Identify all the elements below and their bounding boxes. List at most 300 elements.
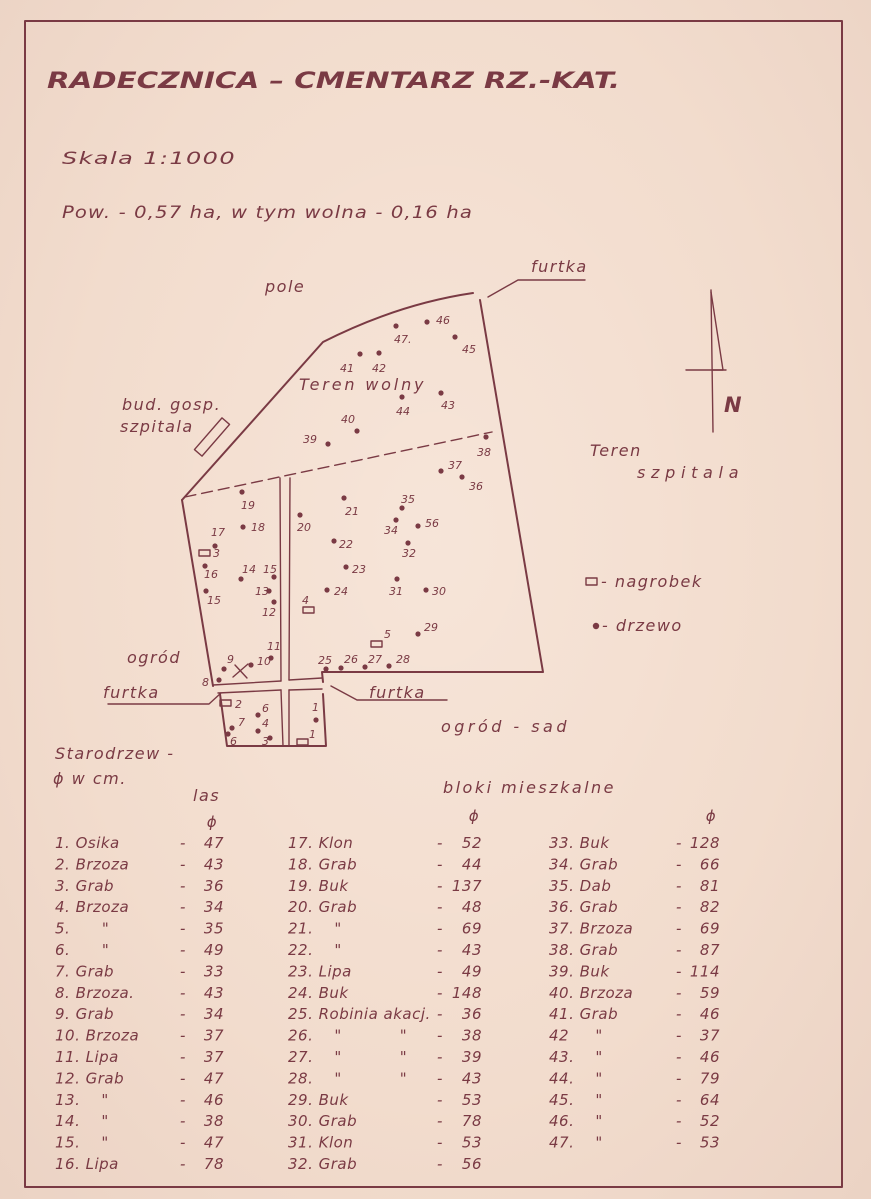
tree-dot-icon — [452, 334, 457, 339]
inventory-row-separator: - — [180, 855, 186, 874]
inventory-row-diameter: 128 — [689, 834, 720, 852]
inventory-row-separator: - — [676, 1090, 682, 1109]
marker-number: 56 — [425, 517, 439, 530]
map-marker — [297, 728, 316, 745]
inventory-row-diameter: 48 — [461, 898, 482, 917]
inventory-row-diameter: 46 — [203, 1090, 224, 1109]
tree-dot-icon — [399, 505, 404, 510]
inventory-row-species: 10. Brzoza — [55, 1026, 140, 1045]
inventory-row-diameter: 81 — [699, 876, 720, 895]
inventory-row-species: 35. Dab — [549, 876, 612, 895]
map-marker — [221, 653, 234, 672]
tree-dot-icon — [341, 495, 346, 500]
inventory-row-diameter: 43 — [461, 941, 482, 959]
tree-dot-icon — [357, 351, 362, 356]
field-label: pole — [265, 277, 306, 296]
inventory-row-species: 5. " — [55, 919, 110, 938]
inventory-row-diameter: 52 — [699, 1112, 720, 1131]
inventory-row — [288, 1027, 482, 1045]
building-label-line2: szpitala — [120, 417, 194, 436]
inventory-row — [55, 1048, 224, 1066]
orchard-label: ogród - sad — [441, 717, 568, 736]
tree-dot-icon — [203, 588, 208, 593]
inventory-row-separator: - — [437, 1090, 443, 1109]
map-marker — [302, 594, 314, 613]
inventory-row-species: 25. Robinia akacj. — [288, 1005, 431, 1024]
tree-dot-icon — [324, 587, 329, 592]
map-marker — [202, 563, 218, 581]
marker-number: 1 — [312, 701, 319, 714]
map-marker — [255, 585, 272, 598]
map-marker — [203, 588, 221, 607]
tree-dot-icon — [362, 664, 367, 669]
inventory-row-separator: - — [676, 1048, 682, 1066]
inventory-heading-line2: ϕ w cm. — [53, 769, 127, 788]
map-marker — [238, 563, 256, 582]
inventory-row — [288, 962, 482, 980]
gate-top-label: furtka — [531, 257, 588, 276]
tree-dot-icon — [216, 677, 221, 682]
marker-number: 27 — [368, 653, 382, 666]
map-marker — [248, 655, 271, 668]
grave-rect-icon — [303, 607, 314, 613]
inventory-row — [288, 1155, 482, 1173]
marker-number: 31 — [389, 585, 403, 598]
marker-number: 32 — [402, 547, 416, 560]
tree-dot-icon — [239, 489, 244, 494]
inventory-row-species: 43. " — [549, 1048, 603, 1066]
inventory-row-species: 30. Grab — [288, 1112, 358, 1131]
inventory-row — [55, 1091, 224, 1109]
inventory-row-species: 33. Buk — [549, 834, 610, 852]
tree-dot-icon — [255, 728, 260, 733]
inventory-row-diameter: 137 — [451, 876, 482, 895]
tree-dot-icon — [438, 468, 443, 473]
marker-number: 45 — [462, 343, 476, 356]
map-marker — [415, 621, 438, 637]
inventory-row-separator: - — [180, 941, 186, 959]
tree-dot-icon — [424, 319, 429, 324]
free-area-label: Teren wolny — [299, 375, 425, 394]
map-marker — [424, 314, 450, 327]
tree-legend-icon — [593, 623, 599, 629]
inventory-row — [549, 1091, 720, 1109]
inventory-row — [288, 834, 482, 852]
marker-number: 15 — [263, 563, 277, 576]
marker-number: 34 — [384, 524, 398, 537]
inventory-row — [55, 1155, 224, 1173]
inventory-row-species: 32. Grab — [288, 1155, 358, 1173]
inventory-row-species: 1. Osika — [55, 834, 120, 852]
inventory-row — [549, 1112, 720, 1130]
inventory-row-species: 22. " — [288, 941, 342, 959]
inventory-row-species: 31. Klon — [288, 1133, 354, 1152]
map-legend — [586, 572, 703, 635]
map-marker — [341, 413, 360, 434]
inventory-row-diameter: 64 — [699, 1090, 720, 1109]
inventory-row — [55, 984, 224, 1002]
marker-number: 37 — [448, 459, 462, 472]
inventory-row-separator: - — [180, 1069, 186, 1088]
inventory-row-species: 23. Lipa — [288, 962, 352, 981]
map-marker — [389, 576, 403, 598]
housing-blocks-label: bloki mieszkalne — [443, 778, 615, 797]
tree-dot-icon — [399, 394, 404, 399]
inventory-row-species: 18. Grab — [288, 855, 358, 874]
tree-dot-icon — [405, 540, 410, 545]
inventory-row-species: 28. " " — [288, 1069, 408, 1088]
inventory-row-species: 42 " — [549, 1026, 603, 1045]
marker-number: 23 — [352, 563, 366, 576]
marker-number: 8 — [202, 676, 209, 689]
garden-label: ogród — [127, 648, 181, 667]
inventory-row — [55, 877, 224, 895]
marker-number: 20 — [297, 521, 311, 534]
free-area-divider — [185, 432, 492, 497]
marker-number: 35 — [401, 493, 415, 506]
inventory-row-species: 37. Brzoza — [549, 919, 634, 938]
inventory-row — [288, 855, 482, 873]
tree-dot-icon — [331, 538, 336, 543]
tree-dot-icon — [229, 725, 234, 730]
inventory-row-separator: - — [676, 1133, 682, 1152]
inventory-row-diameter: 37 — [203, 1026, 224, 1045]
inventory-row-separator: - — [180, 1133, 186, 1152]
inventory-row-diameter: 34 — [203, 898, 224, 917]
map-marker — [297, 512, 311, 534]
tree-dot-icon — [393, 517, 398, 522]
map-marker — [362, 653, 382, 670]
inventory-row-separator: - — [180, 1155, 186, 1173]
diameter-header-col2: ϕ — [468, 807, 480, 825]
inventory-row-diameter: 49 — [203, 941, 224, 959]
inventory-row-separator: - — [437, 876, 443, 895]
inventory-row-diameter: 46 — [699, 1048, 720, 1066]
inventory-row-species: 4. Brzoza — [55, 898, 130, 917]
inventory-row-species: 8. Brzoza. — [55, 983, 135, 1002]
inventory-row-species: 12. Grab — [55, 1069, 125, 1088]
inventory-row — [288, 1091, 482, 1109]
tree-dot-icon — [459, 474, 464, 479]
gate-top-pointer — [488, 280, 585, 297]
marker-number: 4 — [262, 717, 269, 730]
inventory-row — [55, 962, 224, 980]
inventory-row-separator: - — [676, 1005, 682, 1024]
inventory-row-separator: - — [437, 855, 443, 874]
inventory-row-separator: - — [437, 919, 443, 938]
inventory-row-species: 34. Grab — [549, 855, 619, 874]
hospital-label-line2: szpitala — [637, 463, 740, 482]
inventory-row-separator: - — [437, 1155, 443, 1173]
inventory-heading-line1: Starodrzew - — [55, 744, 175, 763]
inventory-row — [55, 855, 224, 873]
tree-dot-icon — [415, 631, 420, 636]
inventory-row — [288, 984, 482, 1002]
inventory-row-species: 7. Grab — [55, 962, 115, 981]
inventory-row-species: 11. Lipa — [55, 1048, 119, 1066]
inventory-row-separator: - — [437, 962, 443, 981]
inventory-row-diameter: 66 — [699, 855, 720, 874]
tree-dot-icon — [394, 576, 399, 581]
inventory-row-species: 17. Klon — [288, 834, 354, 852]
inventory-row-species: 44. " — [549, 1069, 603, 1088]
inventory-row-species: 46. " — [549, 1112, 603, 1131]
inventory-row-species: 13. " — [55, 1090, 109, 1109]
map-marker — [386, 653, 410, 669]
tree-dot-icon — [354, 428, 359, 433]
grave-rect-icon — [199, 550, 210, 556]
marker-number: 15 — [207, 594, 221, 607]
inventory-row-diameter: 69 — [699, 919, 720, 938]
marker-number: 3 — [213, 547, 220, 560]
inventory-row-separator: - — [676, 1112, 682, 1131]
inventory-row-diameter: 47 — [203, 1069, 224, 1088]
map-marker — [393, 323, 411, 346]
gate-left-label: furtka — [103, 683, 160, 702]
tree-dot-icon — [423, 587, 428, 592]
tree-dot-icon — [238, 576, 243, 581]
marker-number: 28 — [396, 653, 410, 666]
inventory-row-diameter: 34 — [203, 1005, 224, 1024]
inventory-row-species: 39. Buk — [549, 962, 610, 981]
inventory-row-diameter: 148 — [451, 983, 482, 1002]
marker-number: 17 — [211, 526, 225, 539]
map-marker — [303, 433, 331, 447]
map-marker — [438, 390, 455, 412]
inventory-row — [55, 920, 224, 938]
inventory-row-separator: - — [180, 1005, 186, 1024]
inventory-row — [288, 941, 482, 959]
map-marker — [220, 698, 242, 711]
grave-rect-icon — [297, 739, 308, 745]
inventory-row-diameter: 87 — [699, 941, 720, 959]
inventory-row-diameter: 46 — [699, 1005, 720, 1024]
inventory-row — [288, 877, 482, 895]
forest-label: las — [193, 786, 221, 805]
marker-number: 9 — [227, 653, 234, 666]
marker-number: 47. — [394, 333, 412, 346]
map-marker — [343, 563, 366, 576]
inventory-row-species: 26. " " — [288, 1026, 408, 1045]
map-marker — [423, 585, 446, 598]
tree-dot-icon — [343, 564, 348, 569]
inventory-row — [288, 1112, 482, 1130]
inventory-row — [288, 1048, 482, 1066]
north-label: N — [724, 393, 742, 417]
inventory-row-separator: - — [180, 1048, 186, 1066]
inventory-row-separator: - — [180, 898, 186, 917]
marker-number: 1 — [309, 728, 316, 741]
tree-dot-icon — [376, 350, 381, 355]
map-marker — [452, 334, 476, 356]
inventory-row-separator: - — [676, 855, 682, 874]
map-marker — [331, 538, 353, 551]
cross-mark-icon — [233, 664, 248, 678]
inventory-row — [549, 1005, 720, 1023]
map-marker — [211, 526, 225, 549]
tree-dot-icon — [325, 441, 330, 446]
marker-number: 14 — [242, 563, 256, 576]
map-marker — [240, 521, 265, 534]
map-marker — [399, 493, 415, 511]
marker-number: 41 — [340, 362, 354, 375]
inventory-row-diameter: 38 — [203, 1112, 224, 1131]
map-marker — [255, 717, 269, 734]
map-marker — [402, 540, 416, 560]
tree-dot-icon — [323, 666, 328, 671]
inventory-row-separator: - — [180, 876, 186, 895]
marker-number: 11 — [267, 640, 281, 653]
inventory-row — [288, 898, 482, 916]
tree-dot-icon — [271, 599, 276, 604]
inventory-row-species: 20. Grab — [288, 898, 358, 917]
inventory-row-diameter: 56 — [461, 1155, 482, 1173]
inventory-row-separator: - — [676, 941, 682, 959]
inventory-row — [549, 1027, 720, 1045]
map-marker — [371, 628, 391, 647]
marker-number: 40 — [341, 413, 355, 426]
map-marker — [340, 351, 363, 375]
marker-number: 44 — [396, 405, 410, 418]
marker-number: 6 — [230, 735, 237, 748]
map-marker — [239, 489, 255, 512]
marker-number: 42 — [372, 362, 386, 375]
inventory-row-diameter: 78 — [461, 1112, 482, 1131]
inventory-row-species: 15. " — [55, 1133, 109, 1152]
inventory-row-diameter: 59 — [699, 983, 720, 1002]
inventory-row-separator: - — [437, 1069, 443, 1088]
inventory-row — [55, 1112, 224, 1130]
inventory-row — [549, 898, 720, 916]
inventory-row — [55, 1069, 224, 1087]
inventory-row-separator: - — [180, 919, 186, 938]
marker-number: 5 — [384, 628, 391, 641]
marker-number: 7 — [238, 716, 245, 729]
inventory-row-diameter: 35 — [203, 919, 224, 938]
marker-number: 46 — [436, 314, 450, 327]
marker-number: 13 — [255, 585, 269, 598]
marker-number: 4 — [302, 594, 309, 607]
inventory-row-separator: - — [180, 1026, 186, 1045]
inventory-row — [55, 1027, 224, 1045]
map-marker — [262, 599, 277, 619]
inventory-row — [288, 920, 482, 938]
north-arrow-icon — [686, 290, 726, 432]
inventory-row-separator: - — [437, 1026, 443, 1045]
map-marker — [459, 474, 483, 493]
inventory-row-diameter: 53 — [699, 1133, 720, 1152]
inventory-row-diameter: 44 — [461, 855, 482, 874]
inventory-row-species: 16. Lipa — [55, 1155, 119, 1173]
area-note: Pow. - 0,57 ha, w tym wolna - 0,16 ha — [62, 203, 473, 223]
inventory-row-species: 3. Grab — [55, 876, 115, 895]
inventory-row-separator: - — [437, 941, 443, 959]
inventory-row — [549, 877, 720, 895]
marker-number: 43 — [441, 399, 455, 412]
tree-dot-icon — [338, 665, 343, 670]
farm-building-icon — [194, 418, 229, 456]
map-marker — [384, 517, 399, 537]
inventory-row — [549, 920, 720, 938]
scale-note: Skala 1:1000 — [62, 149, 236, 169]
inventory-row — [55, 898, 224, 916]
gate-right-label: furtka — [369, 683, 426, 702]
marker-number: 36 — [469, 480, 483, 493]
inventory-row-diameter: 82 — [699, 898, 720, 917]
inventory-row — [288, 1005, 482, 1023]
map-marker — [229, 716, 245, 731]
inventory-row-diameter: 36 — [461, 1005, 482, 1024]
grave-legend-label: - nagrobek — [601, 572, 703, 591]
inventory-row-separator: - — [676, 876, 682, 895]
inventory-row — [55, 1134, 224, 1152]
marker-number: 16 — [204, 568, 218, 581]
marker-number: 24 — [334, 585, 348, 598]
inventory-row-species: 9. Grab — [55, 1005, 115, 1024]
inventory-row-diameter: 36 — [203, 876, 224, 895]
inventory-row-species: 47. " — [549, 1133, 603, 1152]
inventory-row-diameter: 79 — [699, 1069, 720, 1088]
marker-number: 2 — [235, 698, 242, 711]
inventory-row-diameter: 47 — [203, 1133, 224, 1152]
tree-dot-icon — [255, 712, 260, 717]
inventory-row-separator: - — [676, 962, 682, 981]
inventory-row-diameter: 43 — [203, 855, 224, 874]
tree-dot-icon — [483, 434, 488, 439]
inventory-row-diameter: 78 — [203, 1155, 224, 1173]
map-marker — [341, 495, 359, 518]
map-marker — [338, 653, 358, 671]
map-marker — [324, 585, 348, 598]
inventory-row-separator: - — [676, 898, 682, 917]
inventory-row — [549, 962, 720, 980]
marker-number: 10 — [257, 655, 271, 668]
inventory-row-species: 14. " — [55, 1112, 109, 1131]
marker-number: 12 — [262, 606, 276, 619]
tree-dot-icon — [386, 663, 391, 668]
hospital-label-line1: Teren — [590, 441, 642, 460]
tree-dot-icon — [415, 523, 420, 528]
inventory-row-diameter: 33 — [203, 962, 224, 981]
tree-inventory-table — [55, 834, 720, 1173]
inventory-row-separator: - — [676, 1069, 682, 1088]
inventory-row-separator: - — [180, 1090, 186, 1109]
map-marker — [199, 547, 220, 560]
tree-legend-label: - drzewo — [602, 616, 683, 635]
marker-number: 29 — [424, 621, 438, 634]
marker-number: 26 — [344, 653, 358, 666]
inventory-row-species: 21. " — [288, 919, 342, 938]
inventory-row-diameter: 43 — [461, 1069, 482, 1088]
inventory-row — [55, 1005, 224, 1023]
inventory-row-diameter: 49 — [461, 962, 482, 981]
map-marker — [318, 654, 332, 672]
marker-number: 3 — [262, 735, 269, 748]
inventory-row-species: 27. " " — [288, 1048, 408, 1066]
inventory-row-species: 36. Grab — [549, 898, 619, 917]
map-marker — [263, 563, 277, 580]
marker-number: 30 — [432, 585, 446, 598]
inventory-row-diameter: 114 — [689, 962, 720, 981]
inventory-row — [549, 1069, 720, 1087]
inventory-row-separator: - — [437, 1133, 443, 1152]
map-marker — [438, 459, 462, 474]
inventory-row-separator: - — [676, 1026, 682, 1045]
grave-rect-icon — [371, 641, 382, 647]
tree-dot-icon — [393, 323, 398, 328]
inventory-row-species: 41. Grab — [549, 1005, 619, 1024]
building-label-line1: bud. gosp. — [122, 395, 222, 414]
